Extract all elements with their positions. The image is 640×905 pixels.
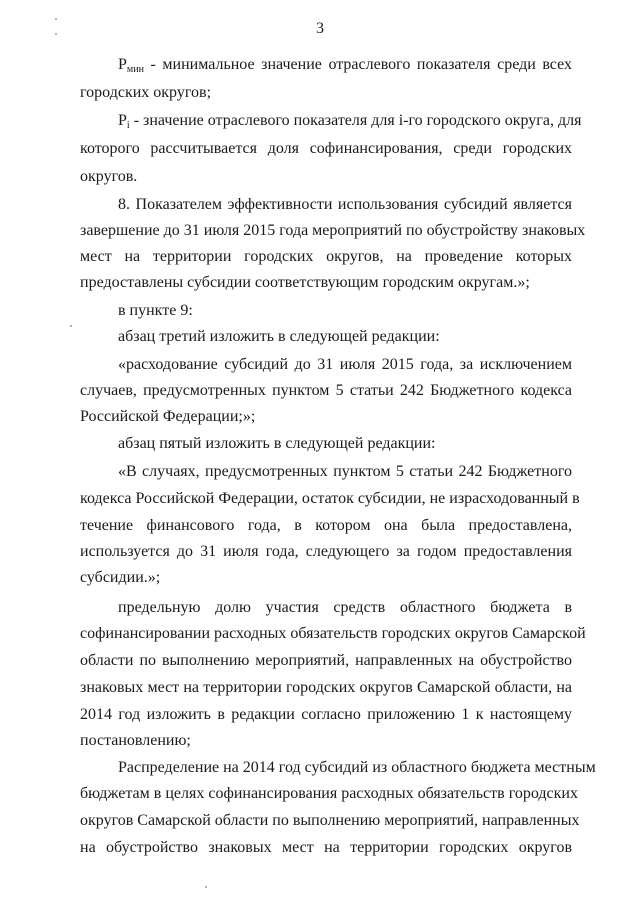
text-line bbox=[118, 111, 582, 136]
scan-speck bbox=[205, 886, 207, 888]
text-line: абзац пятый изложить в следующей редакции: bbox=[118, 435, 436, 452]
text-line: знаковых мест на территории городских округов Самарской области, на bbox=[80, 679, 572, 696]
text-line: предельную долю участия средств областного бюджета в bbox=[118, 599, 572, 616]
scan-speck bbox=[55, 18, 57, 20]
variable-symbol: P bbox=[118, 112, 127, 129]
text-line: течение финансового года, в котором она была предоставлена, bbox=[80, 517, 572, 534]
text-line: предоставлены субсидии соответствующим городским округам.»; bbox=[80, 274, 530, 291]
text-line: Распределение на 2014 год субсидий из областного бюджета местным bbox=[118, 759, 596, 776]
variable-subscript: i bbox=[126, 120, 130, 131]
scan-speck bbox=[55, 33, 57, 35]
text-line: Российской Федерации;»; bbox=[80, 408, 256, 425]
text-line: кодекса Российской Федерации, остаток субсидии, не израсходованный в bbox=[80, 490, 580, 507]
text-line: субсидии.»; bbox=[80, 569, 161, 586]
text-line: софинансировании расходных обязательств городских округов Самарской bbox=[80, 625, 586, 642]
scan-speck bbox=[70, 325, 72, 327]
text-line: области по выполнению мероприятий, направленных на обустройство bbox=[80, 652, 572, 669]
text-line: «В случаях, предусмотренных пунктом 5 статьи 242 Бюджетного bbox=[118, 463, 572, 480]
text-line: 2014 год изложить в редакции согласно приложению 1 к настоящему bbox=[80, 706, 572, 723]
text-line: в пункте 9: bbox=[118, 302, 193, 319]
text-line: используется до 31 июля года, следующего за годом предоставления bbox=[80, 543, 572, 560]
text-line: которого рассчитывается доля софинансирования, среди городских bbox=[80, 140, 572, 157]
variable-symbol: P bbox=[118, 56, 127, 73]
text-line: на обустройство знаковых мест на территории городских округов bbox=[80, 839, 572, 856]
text-line: «расходование субсидий до 31 июля 2015 года, за исключением bbox=[118, 356, 572, 373]
text-line: абзац третий изложить в следующей редакции: bbox=[118, 328, 440, 345]
line-text: - минимальное значение отраслевого показателя среди всех bbox=[143, 56, 572, 73]
text-line: постановлению; bbox=[80, 732, 191, 749]
text-line: завершение до 31 июля 2015 года мероприятий по обустройству знаковых bbox=[80, 222, 586, 239]
text-line: мест на территории городских округов, на проведение которых bbox=[80, 248, 572, 265]
variable-subscript: мин bbox=[126, 64, 144, 75]
text-line: округов. bbox=[80, 168, 138, 185]
text-line: бюджетам в целях софинансирования расходных обязательств городских bbox=[80, 785, 578, 802]
line-text: - значение отраслевого показателя для i-го городского округа, для bbox=[129, 112, 582, 129]
text-line: округов Самарской области по выполнению мероприятий, направленных bbox=[80, 812, 580, 829]
text-line: случаев, предусмотренных пунктом 5 статьи 242 Бюджетного кодекса bbox=[80, 382, 572, 399]
text-line: 8. Показателем эффективности использования субсидий является bbox=[118, 196, 572, 213]
text-line: городских округов; bbox=[80, 84, 212, 101]
page-number: 3 bbox=[316, 20, 324, 37]
text-line bbox=[118, 55, 572, 80]
